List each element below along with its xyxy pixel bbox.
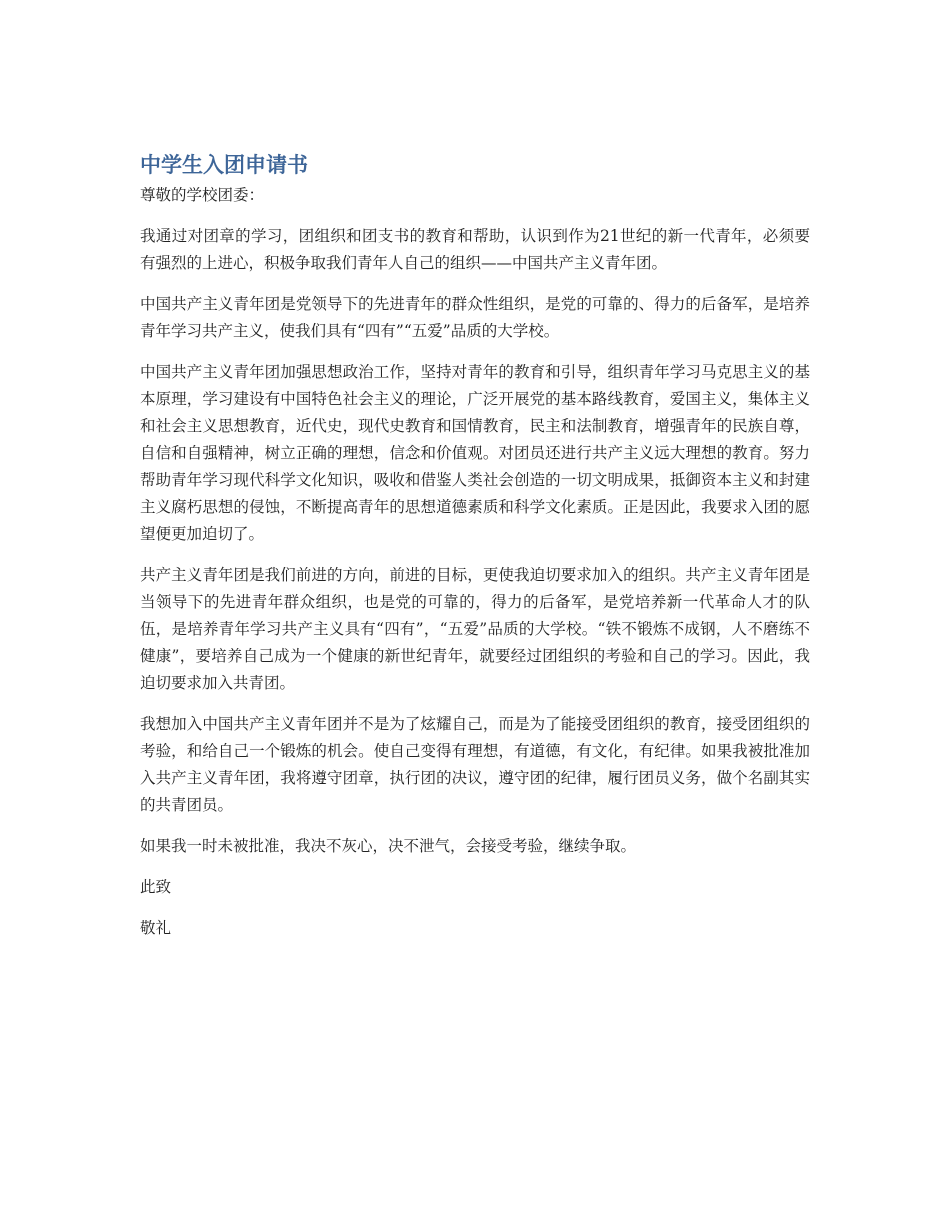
- paragraph-2: 中国共产主义青年团是党领导下的先进青年的群众性组织，是党的可靠的、得力的后备军，是培养青年学习共产主义，使我们具有“四有”“五爱”品质的大学校。: [140, 295, 810, 340]
- paragraph-5: 我想加入中国共产主义青年团并不是为了炫耀自己，而是为了能接受团组织的教育，接受团组织的考验，和给自己一个锻炼的机会。使自己变得有理想，有道德，有文化，有纪律。如果我被批准加入共产主义青年团，我将遵守团章，执行团的决议，遵守团的纪律，履行团员义务，做个名副其实的共青团员。: [140, 715, 810, 814]
- paragraph-4: 共产主义青年团是我们前进的方向，前进的目标，更使我迫切要求加入的组织。共产主义青年团是当领导下的先进青年群众组织，也是党的可靠的，得力的后备军，是党培养新一代革命人才的队伍，是培养青年学习共产主义具有“四有”，“五爱”品质的大学校。“铁不锻炼不成钢，人不磨练不健康”，要培养自己成为一个健康的新世纪青年，就要经过团组织的考验和自己的学习。因此，我迫切要求加入共青团。: [140, 566, 810, 692]
- closing-jing-li: 敬礼: [140, 919, 172, 937]
- paragraph-3: 中国共产主义青年团加强思想政治工作，坚持对青年的教育和引导，组织青年学习马克思主义的基本原理，学习建设有中国特色社会主义的理论，广泛开展党的基本路线教育，爱国主义，集体主义和社会主义思想教育，近代史，现代史教育和国情教育，民主和法制教育，增强青年的民族自尊，自信和自强精神，树立正确的理想，信念和价值观。对团员还进行共产主义远大理想的教育。努力帮助青年学习现代科学文化知识，吸收和借鉴人类社会创造的一切文明成果，抵御资本主义和封建主义腐朽思想的侵蚀，不断提高青年的思想道德素质和科学文化素质。正是因此，我要求入团的愿望便更加迫切了。: [140, 363, 810, 543]
- closing-ci-zhi: 此致: [140, 878, 172, 896]
- document-body: [140, 150, 810, 956]
- document-title: 中学生入团申请书: [140, 153, 308, 177]
- paragraph-6: 如果我一时未被批准，我决不灰心，决不泄气，会接受考验，继续争取。: [140, 837, 637, 855]
- salutation: 尊敬的学校团委：: [140, 186, 265, 204]
- paragraph-1: 我通过对团章的学习，团组织和团支书的教育和帮助，认识到作为21世纪的新一代青年，必须要有强烈的上进心，积极争取我们青年人自己的组织——中国共产主义青年团。: [140, 227, 810, 272]
